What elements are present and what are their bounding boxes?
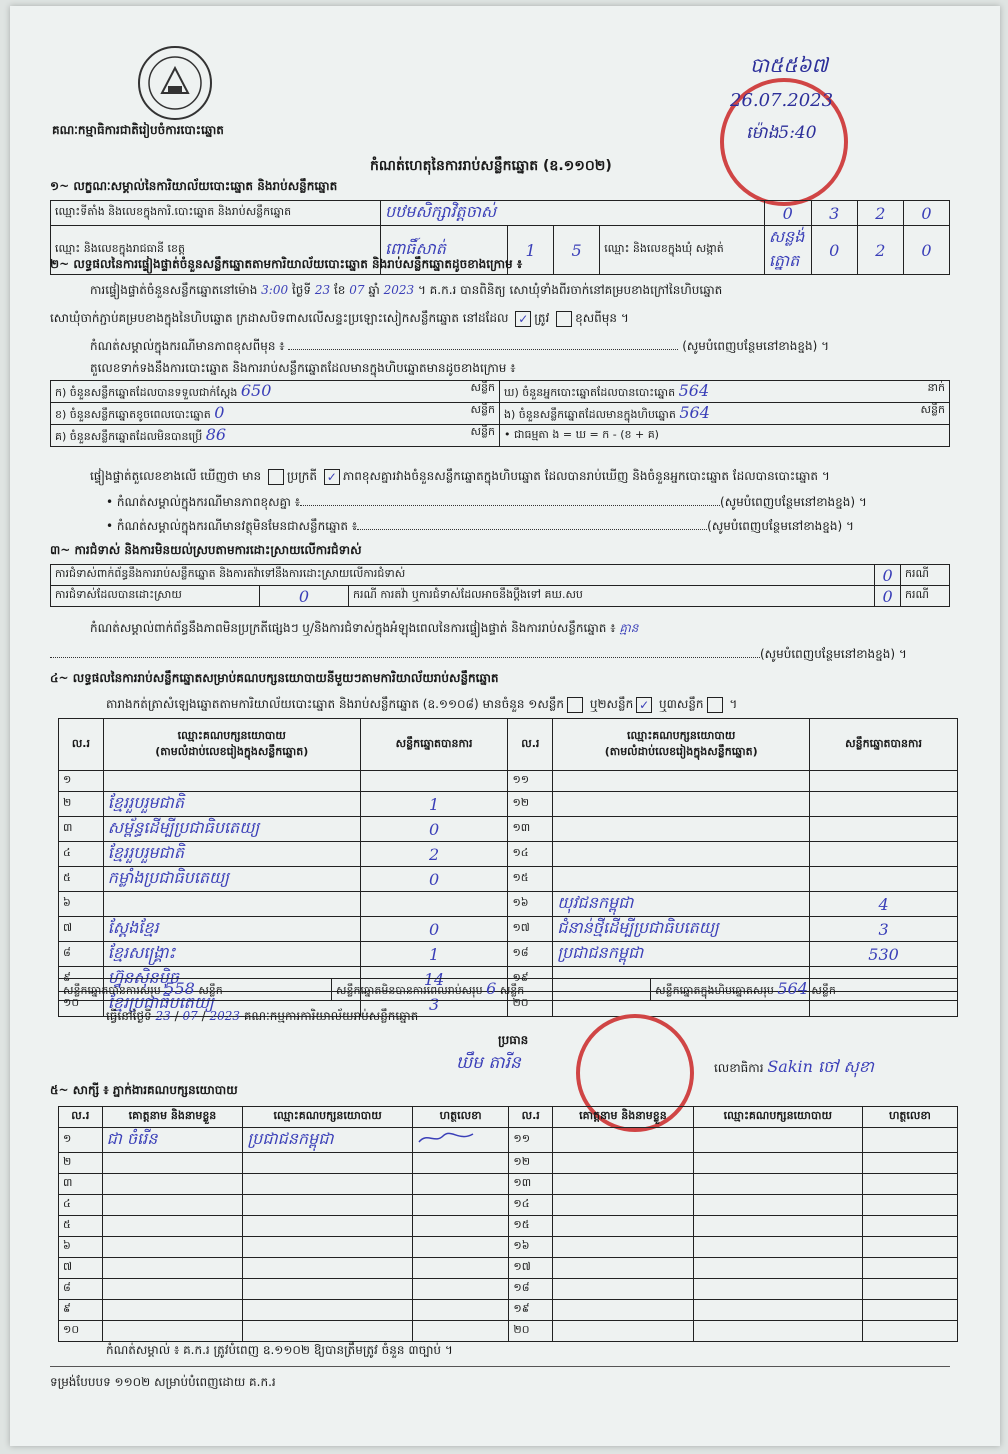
witness-no: ៥ (59, 1216, 103, 1237)
verify-year: 2023 (383, 283, 415, 297)
witness-no: ១៩ (509, 1300, 553, 1321)
witness-cell (552, 1258, 693, 1279)
section2-heading: ២~ លទ្ធផលនៃការផ្ទៀងផ្ទាត់ចំនួនសន្លឹកឆ្នោតតាមការិយាល័យបោះឆ្នោត និងរាប់សន្លឹកឆ្នោតដូចខាងក្រោម ៖ (50, 257, 523, 271)
witness-party: ប្រជាជនកម្ពុជា (243, 1128, 412, 1153)
total-valid: 558 (164, 979, 195, 998)
witness-party (243, 1258, 412, 1279)
witness-cell (693, 1258, 862, 1279)
footer-text: ទម្រង់បែបបទ ១១០២ សម្រាប់បំពេញដោយ គ.ក.រ (50, 1375, 276, 1389)
counts-table: ក) ចំនួនសន្លឹកឆ្នោតដែលបានទទួលជាក់ស្ដែង 650 សន្លឹក ឃ) ចំនួនអ្នកបោះឆ្នោតដែលបានបោះឆ្នោត 564 នាក់ ខ) ចំនួនសន្លឹកឆ្នោតខូចពេលបោះឆ្នោត 0 សន្លឹក ង) ចំនួនសន្លឹកឆ្នោតដែលមានក្នុងហិបឆ្នោត 564 សន្លឹក គ) ចំនួនសន្លឹកឆ្នោតដែលមិនបានប្រើ 86 សន្លឹក • ជាធម្មតា ង = ឃ = ក - (ខ + គ) (50, 380, 950, 447)
result-no: ១១ (508, 771, 553, 792)
result-no: ៣ (59, 817, 104, 842)
result-votes: 4 (810, 892, 958, 917)
total-invalid: 6 (486, 979, 497, 998)
result-votes (810, 771, 958, 792)
result-party: ជំនាន់ថ្មីដើម្បីប្រជាធិបតេយ្យ (553, 917, 810, 942)
witness-no: ៩ (59, 1300, 103, 1321)
witness-no: ១១ (509, 1128, 553, 1153)
witness-sign (412, 1216, 509, 1237)
verify-month: 07 (349, 283, 365, 297)
correct-checkbox[interactable]: ✓ (515, 311, 531, 327)
polling-station-value: បឋមសិក្សាវិត្តចាស់ (380, 201, 764, 226)
two-sheet-checkbox[interactable]: ✓ (636, 697, 652, 713)
objections-table: ការជំទាស់ពាក់ព័ន្ធនឹងការរាប់សន្លឹកឆ្នោត និងការតវ៉ាទៅនឹងការដោះស្រាយលើការជំទាស់ 0 ករណី ការជំទាស់ដែលបានដោះស្រាយ 0 ករណី ការតវ៉ា ឬការជំទាស់ដែលអាចនឹងប្ដឹងទៅ គឃ.សប 0 ករណី (50, 564, 950, 607)
result-party (553, 817, 810, 842)
witness-sign (412, 1174, 509, 1195)
signing-date-line: ធ្វើនៅថ្ងៃទី 23 / 07 / 2023 គណៈកម្មការការិយាល័យរាប់សន្លឹកឆ្នោត (106, 1009, 419, 1023)
section5-heading: ៥~ សាក្សី ៖ ភ្នាក់ងារគណបក្សនយោបាយ (50, 1083, 238, 1097)
result-row (59, 867, 958, 892)
witness-cell (862, 1195, 957, 1216)
result-party (553, 792, 810, 817)
result-no: ៥ (59, 867, 104, 892)
witness-no: ១៣ (509, 1174, 553, 1195)
unused-ballots: 86 (205, 425, 227, 444)
result-no: ២០ (508, 992, 553, 1017)
witness-no: ២ (59, 1153, 103, 1174)
voters-count: 564 (678, 381, 710, 400)
witness-sign (412, 1195, 509, 1216)
witness-row (59, 1237, 958, 1258)
witness-row (59, 1300, 958, 1321)
secretary-line: លេខាធិការ Sakin ចៅ សុខា (714, 1057, 874, 1076)
witness-cell (862, 1321, 957, 1342)
witness-row (59, 1216, 958, 1237)
witness-row (59, 1258, 958, 1279)
witness-row (59, 1195, 958, 1216)
witness-cell (552, 1237, 693, 1258)
witness-cell (552, 1279, 693, 1300)
tally-sheets-line: តារាងកត់ត្រាសំឡេងឆ្នោតតាមការិយាល័យបោះឆ្នោត និងរាប់សន្លឹកឆ្នោត (ឧ.១១០៨) មានចំនួន ១សន្លឹក ឬ២សន្លឹក ✓ ឬ៣សន្លឹក ។ (106, 697, 738, 712)
witness-cell (862, 1153, 957, 1174)
witness-party (243, 1279, 412, 1300)
result-party (103, 771, 360, 792)
witness-no: ១២ (509, 1153, 553, 1174)
province-value: ពោធិ៍សាត់ (380, 226, 507, 275)
match-line: ផ្ទៀងផ្ទាត់តួលេខខាងលើ ឃើញថា មាន ប្រក្រតី ✓ ភាពខុសគ្នារវាងចំនួនសន្លឹកឆ្នោតក្នុងហិបឆ្នោត ដែលបានរាប់ឃើញ និងចំនួនអ្នកបោះឆ្នោត ដែលបានបោះឆ្នោត ។ (90, 469, 830, 484)
result-no: ៨ (59, 942, 104, 967)
witness-sign (412, 1321, 509, 1342)
witness-party (243, 1195, 412, 1216)
result-no: ១៨ (508, 942, 553, 967)
three-sheet-checkbox[interactable] (707, 697, 723, 713)
station-code-1: 0 (764, 201, 811, 226)
witness-party (243, 1174, 412, 1195)
result-votes: 0 (360, 867, 508, 892)
result-row (59, 917, 958, 942)
result-party: សម្ព័ន្ធដើម្បីប្រជាធិបតេយ្យ (103, 817, 360, 842)
witness-cell (693, 1216, 862, 1237)
spoiled-ballots: 0 (214, 403, 225, 422)
witness-sign (412, 1258, 509, 1279)
ballot-count-form-page (10, 6, 1000, 1446)
result-votes (810, 842, 958, 867)
form-title: កំណត់ហេតុនៃការរាប់សន្លឹកឆ្នោត (ឧ.១១០២) (370, 158, 612, 174)
result-row (59, 771, 958, 792)
witness-no: ១៥ (509, 1216, 553, 1237)
witness-cell (552, 1321, 693, 1342)
result-party (553, 771, 810, 792)
witness-cell (693, 1321, 862, 1342)
witness-sign (412, 1279, 509, 1300)
one-sheet-checkbox[interactable] (567, 697, 583, 713)
witness-no: ២០ (509, 1321, 553, 1342)
witness-cell (693, 1237, 862, 1258)
resolved-count: 0 (260, 586, 349, 607)
result-votes: 530 (810, 942, 958, 967)
signing-year: 2023 (209, 1009, 240, 1023)
verify-day: 23 (314, 283, 331, 297)
result-votes (360, 771, 508, 792)
witness-no: ៣ (59, 1174, 103, 1195)
normal-checkbox[interactable] (268, 469, 284, 485)
result-party: ខ្មែរសង្គ្រោះ (103, 942, 360, 967)
signature-mark (417, 1130, 477, 1146)
result-votes (810, 817, 958, 842)
witness-sign (412, 1153, 509, 1174)
witness-cell (862, 1300, 957, 1321)
section4-heading: ៤~ លទ្ធផលនៃការរាប់សន្លឹកឆ្នោតសម្រាប់គណបក្សនយោបាយនីមួយៗតាមការិយាល័យរាប់សន្លឹកឆ្នោត (50, 671, 499, 685)
result-votes: 14 (360, 967, 508, 992)
objections-count: 0 (875, 565, 901, 586)
province-code-2: 5 (554, 226, 600, 275)
seal-line: សោឃុំចាក់ភ្ជាប់គម្របខាងក្នុងនៃហិបឆ្នោត ក្រដាសបិទពាសលើសន្ទះប្រឡោះសៀកសន្លឹកឆ្នោត នៅដដែល ✓ ត្រូវ ខុសពីមុន ។ (50, 311, 629, 326)
total-box: 564 (777, 979, 808, 998)
witness-cell (862, 1128, 957, 1153)
witness-cell (693, 1195, 862, 1216)
result-votes (810, 792, 958, 817)
note1-line: កំណត់សម្គាល់ក្នុងករណីមានភាពខុសពីមុន ៖ (សូមបំពេញបន្ថែមនៅខាងខ្នង) ។ (90, 339, 829, 353)
result-row (59, 817, 958, 842)
result-row (59, 842, 958, 867)
commune-label: ឈ្មោះ និងលេខក្នុងឃុំ សង្កាត់ (600, 226, 765, 275)
note3-line: • កំណត់សម្គាល់ក្នុងករណីមានវត្ថុមិនមែនជាសន្លឹកឆ្នោត ៖ (សូមបំពេញបន្ថែមនៅខាងខ្នង) ។ (106, 519, 854, 533)
chair-signature: ឃឹម តារីន (456, 1053, 521, 1073)
result-no: ៦ (59, 892, 104, 917)
ballots-in-box: 564 (679, 403, 710, 422)
result-no: ១២ (508, 792, 553, 817)
received-ballots: 650 (240, 381, 272, 400)
witness-party (243, 1216, 412, 1237)
result-party (553, 842, 810, 867)
verify-time: 3:00 (261, 283, 289, 297)
section5-note: កំណត់សម្គាល់ ៖ គ.ក.រ ត្រូវបំពេញ ឧ.១១០២ ឱ្យបានត្រឹមត្រូវ ចំនួន ៣ច្បាប់ ។ (106, 1343, 453, 1357)
result-votes: 3 (360, 992, 508, 1017)
signing-month: 07 (182, 1009, 198, 1023)
witness-name: ជា ចំរើន (102, 1128, 243, 1153)
witness-row (59, 1174, 958, 1195)
section3-note: កំណត់សម្គាល់ពាក់ព័ន្ធនឹងភាពមិនប្រក្រតីផ្សេងៗ ឬ/និងការជំទាស់ក្នុងអំឡុងពេលនៃការផ្ទៀងផ្ទាត់ និងការរាប់សន្លឹកឆ្នោត ៖ គ្មាន (90, 621, 639, 635)
witness-table: ល.រ គោត្តនាម និងនាមខ្លួន ឈ្មោះគណបក្សនយោបាយ ហត្ថលេខា ល.រ គោត្តនាម និងនាមខ្លួន ឈ្មោះគណបក្សនយោបាយ ហត្ថលេខា ១ ជា ចំរើន ប្រជាជនកម្ពុជា ១១ ២ ១២ ៣ ១៣ ៤ ១៤ ៥ ១៥ ៦ ១៦ ៧ ១៧ ៨ ១៨ ៩ ១៩ ១០ ២០ (58, 1106, 958, 1342)
verification-line: ការផ្ទៀងផ្ទាត់ចំនួនសន្លឹកឆ្នោតនៅម៉ោង 3:00 ថ្ងៃទី 23 ខែ 07 ឆ្នាំ 2023 ។ គ.ក.រ បានពិនិត្យ សោឃុំទាំងពីរចាក់នៅគម្របខាងក្រៅនៃហិបឆ្នោត (90, 283, 723, 297)
result-row (59, 892, 958, 917)
witness-no: ១៨ (509, 1279, 553, 1300)
station-code-4: 0 (903, 201, 949, 226)
counts-intro: តួលេខទាក់ទងនឹងការបោះឆ្នោត និងការរាប់សន្លឹកឆ្នោតដែលមានក្នុងហិបឆ្នោតមានដូចខាងក្រោម ៖ (90, 361, 516, 375)
result-party (103, 892, 360, 917)
station-code-3: 2 (857, 201, 903, 226)
footer-divider (50, 1366, 950, 1367)
witness-no: ៤ (59, 1195, 103, 1216)
result-no: ១៥ (508, 867, 553, 892)
wrong-checkbox[interactable] (556, 311, 572, 327)
witness-cell (693, 1174, 862, 1195)
witness-cell (552, 1195, 693, 1216)
witness-cell (862, 1279, 957, 1300)
totals-table: សន្លឹកឆ្នោតបានការសរុប 558 សន្លឹក សន្លឹកឆ្នោតមិនបានការពេលរាប់សរុប 6 សន្លឹក សន្លឹកឆ្នោតក្នុងហិបឆ្នោតសរុប 564 សន្លឹក (58, 978, 958, 1001)
result-votes: 1 (360, 942, 508, 967)
witness-no: ១៧ (509, 1258, 553, 1279)
result-party: ហ្វ៊ុនស៊ិនប៉ិច (103, 967, 360, 992)
secretary-signature: Sakin ចៅ សុខា (767, 1057, 874, 1076)
witness-name (102, 1321, 243, 1342)
signing-day: 23 (155, 1009, 171, 1023)
witness-no: ១៦ (509, 1237, 553, 1258)
witness-row (59, 1153, 958, 1174)
witness-party (243, 1300, 412, 1321)
stamp-code: បា៥៥៦៧ (750, 53, 828, 77)
stamp-time: ម៉ោង5:40 (746, 123, 817, 143)
result-party: ខ្មែររួបរួមជាតិ (103, 842, 360, 867)
result-no: ១០ (59, 992, 104, 1017)
commune-code-3: 0 (903, 226, 949, 275)
commune-code-2: 2 (857, 226, 903, 275)
formula: • ជាធម្មតា ង = ឃ = ក - (ខ + គ) (500, 425, 950, 447)
result-party: យុវជនកម្ពុជា (553, 892, 810, 917)
witness-cell (862, 1216, 957, 1237)
witness-cell (862, 1237, 957, 1258)
witness-name (102, 1195, 243, 1216)
result-votes: 1 (360, 792, 508, 817)
witness-name (102, 1300, 243, 1321)
result-row (59, 792, 958, 817)
witness-no: ១ (59, 1128, 103, 1153)
result-no: ៧ (59, 917, 104, 942)
result-no: ១៤ (508, 842, 553, 867)
witness-name (102, 1153, 243, 1174)
difference-checkbox[interactable]: ✓ (324, 469, 340, 485)
witness-sign (412, 1300, 509, 1321)
witness-cell (862, 1258, 957, 1279)
nec-emblem-logo (138, 46, 212, 120)
witness-cell (693, 1128, 862, 1153)
witness-name (102, 1237, 243, 1258)
witness-sign (412, 1237, 509, 1258)
witness-no: ៦ (59, 1237, 103, 1258)
result-no: ២ (59, 792, 104, 817)
province-code-1: 1 (508, 226, 554, 275)
section3-fill: (សូមបំពេញបន្ថែមនៅខាងខ្នង) ។ (50, 646, 960, 664)
province-label: ឈ្មោះ និងលេខក្នុងរាជធានី ខេត្ត (51, 226, 381, 275)
witness-party (243, 1153, 412, 1174)
chair-label: ប្រធាន (498, 1033, 529, 1047)
witness-cell (552, 1153, 693, 1174)
result-votes: 3 (810, 917, 958, 942)
section3-heading: ៣~ ការជំទាស់ និងការមិនយល់ស្របតាមការដោះស្រាយលើការជំទាស់ (50, 543, 362, 557)
witness-no: ៨ (59, 1279, 103, 1300)
witness-cell (693, 1153, 862, 1174)
commune-value: សន្លង់ត្នោត (764, 226, 811, 275)
witness-cell (552, 1174, 693, 1195)
witness-no: ១០ (59, 1321, 103, 1342)
result-party: កម្លាំងប្រជាធិបតេយ្យ (103, 867, 360, 892)
witness-cell (552, 1300, 693, 1321)
results-table: ល.រ ឈ្មោះគណបក្សនយោបាយ (តាមលំដាប់លេខរៀងក្នុងសន្លឹកឆ្នោត) សន្លឹកឆ្នោតបានការ ល.រ ឈ្មោះគណបក្សនយោបាយ (តាមលំដាប់លេខរៀងក្នុងសន្លឹកឆ្នោត) សន្លឹកឆ្នោតបានការ ១ ១១ ២ ខ្មែររួបរួមជាតិ 1 ១២ ៣ សម្ព័ន្ធដើម្បីប្រជាធិបតេយ្យ 0 ១៣ ៤ ខ្មែររួបរួមជាតិ 2 ១៤ ៥ កម្លាំងប្រជាធិបតេយ្យ 0 ១៥ ៦ ១៦ យុវជនកម្ពុជា 4 ៧ ស្ដែងខ្មែរ 0 ១៧ ជំនាន់ថ្មីដើម្បីប្រជាធិបតេយ្យ 3 ៨ ខ្មែរសង្គ្រោះ 1 ១៨ ប្រជាជនកម្ពុជា 530 ៩ ហ្វ៊ុនស៊ិនប៉ិច 14 ១៩ ១០ ខ្មែរប្រជាធិបតេយ្យ 3 ២០ (58, 718, 958, 1017)
witness-name (102, 1216, 243, 1237)
result-votes (810, 867, 958, 892)
appeal-count: 0 (875, 586, 901, 607)
result-party: ស្ដែងខ្មែរ (103, 917, 360, 942)
result-party: ខ្មែរប្រជាធិបតេយ្យ (103, 992, 360, 1017)
witness-party (243, 1321, 412, 1342)
result-party: ខ្មែររួបរួមជាតិ (103, 792, 360, 817)
witness-row (59, 1128, 958, 1153)
result-no: ៤ (59, 842, 104, 867)
result-no: ១៧ (508, 917, 553, 942)
polling-station-label: ឈ្មោះទីតាំង និងលេខក្នុងការិ.បោះឆ្នោត និងរាប់សន្លឹកឆ្នោត (51, 201, 381, 226)
witness-party (243, 1237, 412, 1258)
result-row (59, 942, 958, 967)
station-code-2: 3 (811, 201, 857, 226)
section1-heading: ១~ លក្ខណៈសម្គាល់នៃការិយាល័យបោះឆ្នោត និងរាប់សន្លឹកឆ្នោត (50, 179, 338, 193)
witness-row (59, 1321, 958, 1342)
witness-cell (552, 1216, 693, 1237)
result-no: ១៦ (508, 892, 553, 917)
witness-cell (552, 1128, 693, 1153)
witness-cell (862, 1174, 957, 1195)
note2-line: • កំណត់សម្គាល់ក្នុងករណីមានភាពខុសគ្នា ៖ (សូមបំពេញបន្ថែមនៅខាងខ្នង) ។ (106, 495, 867, 509)
result-votes (360, 892, 508, 917)
result-votes: 0 (360, 817, 508, 842)
result-votes: 0 (360, 917, 508, 942)
result-no: ៩ (59, 967, 104, 992)
witness-name (102, 1258, 243, 1279)
witness-name (102, 1279, 243, 1300)
result-party: ប្រជាជនកម្ពុជា (553, 942, 810, 967)
section3-note-value: គ្មាន (619, 621, 639, 635)
result-party (553, 867, 810, 892)
witness-name (102, 1174, 243, 1195)
stamp-date: 26.07.2023 (730, 90, 834, 111)
witness-no: ៧ (59, 1258, 103, 1279)
commune-code-1: 0 (811, 226, 857, 275)
witness-row (59, 1279, 958, 1300)
result-no: ១៩ (508, 967, 553, 992)
result-no: ១៣ (508, 817, 553, 842)
result-no: ១ (59, 771, 104, 792)
result-votes: 2 (360, 842, 508, 867)
witness-no: ១៤ (509, 1195, 553, 1216)
org-name: គណៈកម្មាធិការជាតិរៀបចំការបោះឆ្នោត (52, 123, 224, 137)
witness-cell (693, 1279, 862, 1300)
witness-sign (412, 1128, 509, 1153)
witness-cell (693, 1300, 862, 1321)
